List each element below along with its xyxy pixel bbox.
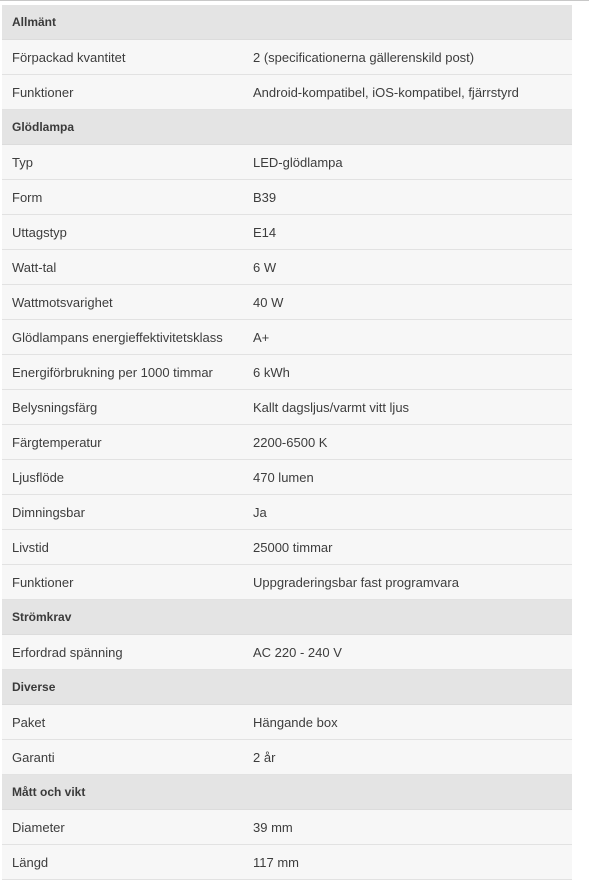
spec-label: Energiförbrukning per 1000 timmar <box>12 364 213 380</box>
spec-label: Paket <box>12 714 46 730</box>
spec-table <box>2 5 572 880</box>
spec-label: Typ <box>12 154 33 170</box>
table-row <box>2 180 572 215</box>
spec-label: Förpackad kvantitet <box>12 49 126 65</box>
spec-label: Garanti <box>12 749 55 765</box>
spec-value: 25000 timmar <box>253 539 333 555</box>
spec-value: 6 kWh <box>253 364 290 380</box>
section-header-glodlampa <box>2 110 572 145</box>
spec-label: Uttagstyp <box>12 224 67 240</box>
spec-value: Hängande box <box>253 714 338 730</box>
spec-value: AC 220 - 240 V <box>253 644 342 660</box>
spec-value: 2 år <box>253 749 276 765</box>
spec-value: 6 W <box>253 259 277 275</box>
spec-label: Färgtemperatur <box>12 434 102 450</box>
table-row <box>2 390 572 425</box>
table-row <box>2 215 572 250</box>
section-header-stromkrav <box>2 600 572 635</box>
spec-value: 117 mm <box>253 854 299 870</box>
spec-value: A+ <box>253 329 270 345</box>
section-title: Allmänt <box>12 15 57 29</box>
spec-label: Wattmotsvarighet <box>12 294 113 310</box>
table-row <box>2 740 572 775</box>
spec-value: 39 mm <box>253 819 293 835</box>
table-row <box>2 845 572 880</box>
section-header-allmant <box>2 5 572 40</box>
table-row <box>2 495 572 530</box>
table-row <box>2 635 572 670</box>
spec-label: Funktioner <box>12 84 74 100</box>
table-row <box>2 530 572 565</box>
section-title: Diverse <box>12 680 56 694</box>
table-row <box>2 355 572 390</box>
spec-value: Uppgraderingsbar fast programvara <box>253 574 459 590</box>
spec-label: Belysningsfärg <box>12 399 98 415</box>
spec-value: B39 <box>253 189 277 205</box>
section-header-diverse <box>2 670 572 705</box>
spec-value: Kallt dagsljus/varmt vitt ljus <box>253 399 410 415</box>
spec-label: Erfordrad spänning <box>12 644 123 660</box>
spec-value: Ja <box>253 504 267 520</box>
spec-label: Diameter <box>12 819 65 835</box>
section-header-matt-och-vikt <box>2 775 572 810</box>
spec-label: Watt-tal <box>12 259 57 275</box>
spec-value: 470 lumen <box>253 469 314 485</box>
spec-label: Form <box>12 189 43 205</box>
top-divider <box>0 0 589 1</box>
table-row <box>2 460 572 495</box>
table-row <box>2 40 572 75</box>
spec-value: E14 <box>253 224 277 240</box>
table-row <box>2 810 572 845</box>
spec-value: LED-glödlampa <box>253 154 343 170</box>
table-row <box>2 75 572 110</box>
table-row <box>2 285 572 320</box>
table-row <box>2 705 572 740</box>
table-row <box>2 145 572 180</box>
table-row <box>2 565 572 600</box>
spec-label: Längd <box>12 854 49 870</box>
spec-label: Ljusflöde <box>12 469 65 485</box>
spec-label: Glödlampans energieffektivitetsklass <box>12 329 223 345</box>
section-title: Strömkrav <box>12 610 72 624</box>
spec-value: 2200-6500 K <box>253 434 328 450</box>
section-title: Glödlampa <box>12 120 75 134</box>
spec-label: Dimningsbar <box>12 504 85 520</box>
table-row <box>2 250 572 285</box>
section-title: Mått och vikt <box>12 785 86 799</box>
table-row <box>2 425 572 460</box>
spec-value: Android-kompatibel, iOS-kompatibel, fjärrstyrd <box>253 84 519 100</box>
table-row <box>2 320 572 355</box>
spec-value: 40 W <box>253 294 284 310</box>
spec-label: Funktioner <box>12 574 74 590</box>
spec-value: 2 (specificationerna gällerenskild post) <box>253 49 475 65</box>
spec-label: Livstid <box>12 539 49 555</box>
